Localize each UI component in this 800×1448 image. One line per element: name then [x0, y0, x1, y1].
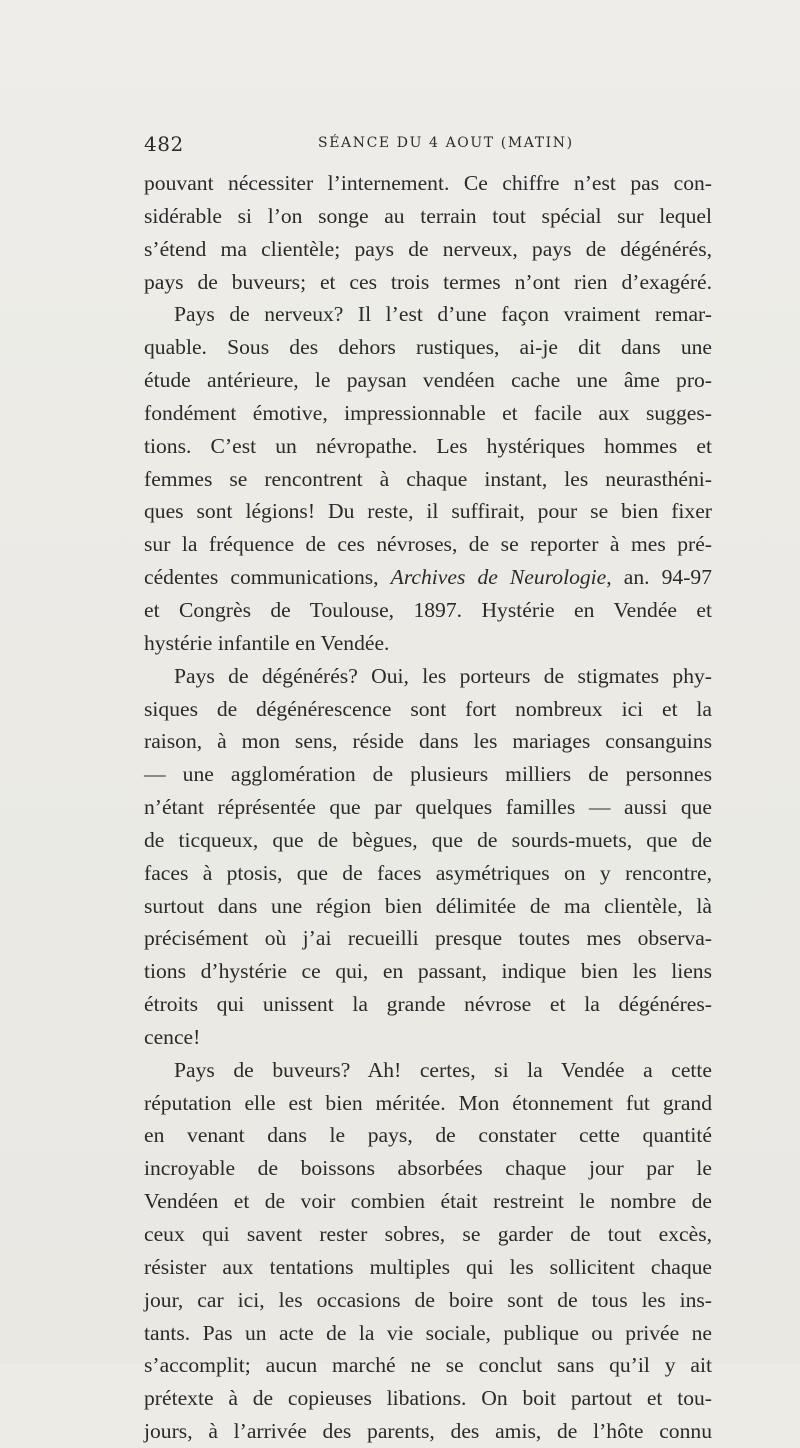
- text-line: étude antérieure, le paysan vendéen cache une âme pro-: [144, 368, 712, 393]
- text-line: s’accomplit; aucun marché ne se conclut sans qu’il y ait: [144, 1353, 712, 1378]
- text-line: n’étant réprésentée que par quelques familles — aussi que: [144, 795, 712, 820]
- text-line: Vendéen et de voir combien était restreint le nombre de: [144, 1189, 712, 1214]
- page-number: 482: [144, 132, 184, 156]
- text-line: prétexte à de copieuses libations. On boit partout et tou-: [144, 1386, 712, 1411]
- text-line: et Congrès de Toulouse, 1897. Hystérie en Vendée et: [144, 597, 712, 622]
- text-line: Pays de nerveux? Il l’est d’une façon vraiment remar-: [174, 302, 712, 327]
- text-line: cence!: [144, 1024, 201, 1049]
- text-line: surtout dans une région bien délimitée de ma clientèle, là: [144, 893, 712, 918]
- text-line: tants. Pas un acte de la vie sociale, publique ou privée ne: [144, 1320, 712, 1345]
- text-line: quable. Sous des dehors rustiques, ai-je dit dans une: [144, 335, 712, 360]
- text-line: de ticqueux, que de bègues, que de sourds-muets, que de: [144, 827, 712, 852]
- text-line: femmes se rencontrent à chaque instant, les neurasthéni-: [144, 466, 712, 491]
- text-line: tions. C’est un névropathe. Les hystériques hommes et: [144, 433, 712, 458]
- journal-title: Archives de Neurologie: [390, 565, 607, 590]
- text-line: ques sont légions! Du reste, il suffirait, pour se bien fixer: [144, 499, 712, 524]
- text-line: tions d’hystérie ce qui, en passant, indique bien les liens: [144, 959, 712, 984]
- text-line: Pays de buveurs? Ah! certes, si la Vendée a cette: [174, 1057, 712, 1082]
- text-line: jours, à l’arrivée des parents, des amis, de l’hôte connu: [144, 1419, 712, 1444]
- text-line: pays de buveurs; et ces trois termes n’ont rien d’exagéré.: [144, 269, 712, 294]
- text-line: raison, à mon sens, réside dans les mariages consanguins: [144, 729, 712, 754]
- text-line: — une agglomération de plusieurs milliers de personnes: [144, 762, 712, 787]
- text-line: précisément où j’ai recueilli presque toutes mes observa-: [144, 926, 712, 951]
- text-line: s’étend ma clientèle; pays de nerveux, pays de dégénérés,: [144, 236, 712, 261]
- text-line: en venant dans le pays, de constater cette quantité: [144, 1123, 712, 1148]
- citation-prefix: cédentes communications,: [144, 565, 391, 590]
- text-line: faces à ptosis, que de faces asymétriques on y rencontre,: [144, 860, 712, 885]
- text-line: résister aux tentations multiples qui les sollicitent chaque: [144, 1254, 712, 1279]
- running-head: SÉANCE DU 4 AOUT (MATIN): [318, 135, 574, 151]
- body-text: [144, 167, 712, 1448]
- text-line: réputation elle est bien méritée. Mon étonnement fut grand: [144, 1090, 712, 1115]
- text-line: pouvant nécessiter l’internement. Ce chiffre n’est pas con-: [144, 171, 712, 195]
- text-line: siques de dégénérescence sont fort nombreux ici et la: [144, 696, 712, 721]
- citation-suffix: , an. 94-97: [606, 565, 712, 590]
- text-line-with-citation: [144, 561, 712, 594]
- text-line: incroyable de boissons absorbées chaque jour par le: [144, 1156, 712, 1181]
- text-line: Pays de dégénérés? Oui, les porteurs de stigmates phy-: [174, 663, 712, 688]
- text-line: fondément émotive, impressionnable et facile aux sugges-: [144, 400, 712, 425]
- text-line: hystérie infantile en Vendée.: [144, 630, 390, 655]
- text-line: étroits qui unissent la grande névrose et la dégénéres-: [144, 992, 712, 1017]
- text-line: sur la fréquence de ces névroses, de se reporter à mes pré-: [144, 532, 712, 557]
- text-line: jour, car ici, les occasions de boire sont de tous les ins-: [144, 1287, 712, 1312]
- page-header: [144, 130, 712, 160]
- text-line: ceux qui savent rester sobres, se garder de tout excès,: [144, 1222, 712, 1246]
- text-line: sidérable si l’on songe au terrain tout spécial sur lequel: [144, 203, 712, 228]
